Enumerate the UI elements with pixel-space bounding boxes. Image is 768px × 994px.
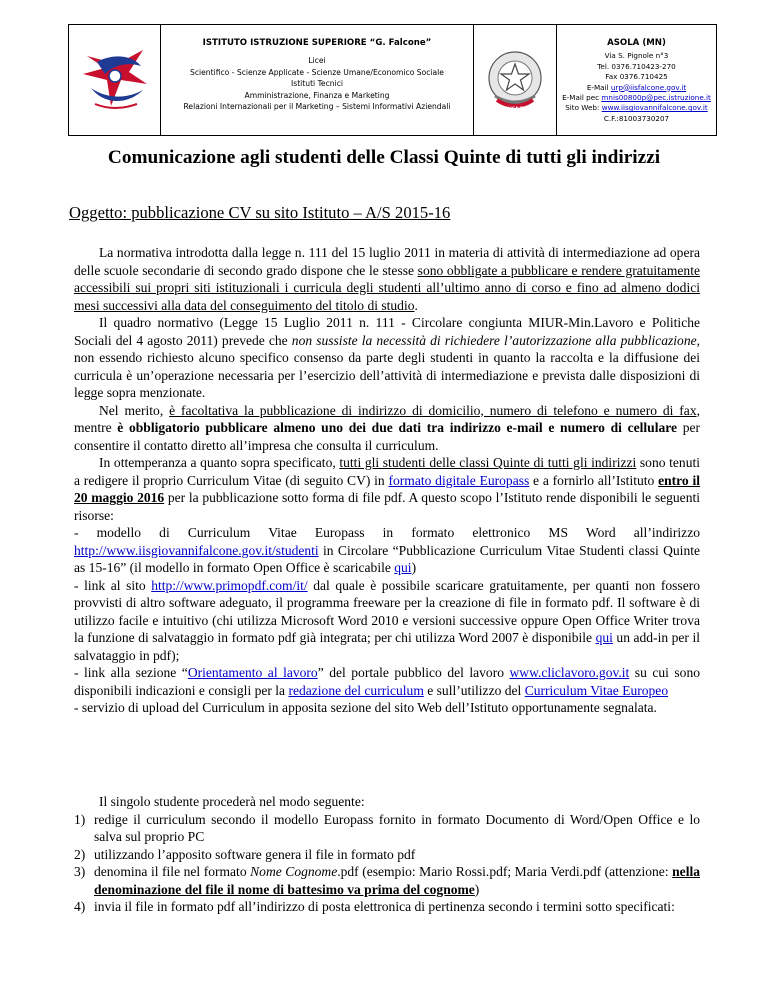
step-number: 4) (74, 899, 86, 914)
primopdf-link[interactable]: http://www.primopdf.com/it/ (151, 577, 308, 593)
text-run: per consentire il contatto diretto all’impresa che consulta il curriculum. (74, 420, 700, 453)
email-row (557, 83, 716, 93)
text-run: .pdf (esempio: Mario Rossi.pdf; Maria Verdi.pdf (attenzione: (337, 864, 673, 879)
italic-text: Nome Cognome (250, 864, 338, 879)
pec-link[interactable]: mnis00800p@pec.istruzione.it (601, 93, 711, 103)
text-run: ) (411, 560, 417, 575)
step-number: 2) (74, 846, 86, 862)
text-run: - link al sito (74, 577, 152, 593)
step-text: redige il curriculum secondo il modello Europass fornito in formato Documento di Word/Open Office e lo salva sul proprio PC (94, 811, 700, 844)
text-run: su cui sono disponibili indicazioni e consigli per la (74, 665, 700, 698)
list-item (74, 846, 700, 864)
web-label: Sito Web: (565, 103, 600, 113)
text-run: - link alla sezione “ (74, 665, 188, 680)
text-run: sono tenuti a redigere il proprio Curriculum Vitae (di seguito CV) in (74, 455, 700, 488)
cliclavoro-link[interactable]: www.cliclavoro.gov.it (509, 665, 630, 680)
school-header (161, 25, 474, 135)
text-run: Nel merito, (99, 402, 170, 418)
school-logo (69, 25, 161, 135)
telephone: Tel. 0376.710423-270 (597, 61, 676, 71)
cv-europeo-link[interactable]: Curriculum Vitae Europeo (524, 682, 669, 698)
body-text (74, 244, 700, 717)
address: Via S. Pignole n°3 (604, 51, 669, 61)
school-line: Relazioni Internazionali per il Marketing – Sistemi Informativi Aziendali (183, 102, 451, 112)
falcone-school-logo-icon (77, 44, 153, 116)
resource-item: - servizio di upload del Curriculum in apposita sezione del sito Web dell’Istituto opportunamente segnalata. (74, 700, 657, 715)
web-link[interactable]: www.iisgiovannifalcone.gov.it (601, 103, 708, 113)
text-run: e sull’utilizzo del (423, 682, 525, 698)
school-line: Istituti Tecnici (291, 79, 343, 89)
paragraph (74, 454, 700, 524)
studenti-link[interactable]: http://www.iisgiovannifalcone.gov.it/studenti (74, 542, 319, 558)
fiscal-code: C.F.:81003730207 (603, 113, 670, 123)
text-run: ” del portale pubblico del lavoro (317, 665, 510, 680)
italian-republic-emblem-icon (481, 46, 549, 114)
warning-text: nella denominazione del file il nome di battesimo va prima del cognome (94, 864, 700, 897)
list-item (74, 811, 700, 846)
text-run: denomina il file nel formato (94, 864, 251, 879)
text-run: . (414, 297, 418, 313)
contact-info (557, 25, 716, 135)
resource-item (74, 577, 700, 665)
fax: Fax 0376.710425 (605, 72, 668, 82)
step-text (94, 863, 700, 898)
text-run: Il quadro normativo (Legge 15 Luglio 2011 n. 111 - Circolare congiunta MIUR-Min.Lavoro e Politiche Sociali del 4 agosto 2011) prevede che (74, 315, 700, 348)
word-addin-link[interactable]: qui (595, 630, 613, 645)
text-run: un add-in per il salvataggio in pdf); (74, 630, 701, 663)
text-run: In ottemperanza a quanto sopra specificato, (99, 455, 340, 470)
school-line: Scientifico - Scienze Applicate - Scienze Umane/Economico Sociale (190, 67, 444, 77)
italic-text: non sussiste la necessità di richiedere l’autorizzazione alla pubblicazione (291, 332, 697, 348)
text-run: mentre (74, 420, 118, 435)
subject-line: Oggetto: pubblicazione CV su sito Istituto – A/S 2015-16 (69, 203, 451, 222)
paragraph (74, 314, 700, 402)
school-line: Licei (308, 56, 326, 65)
step-text: invia il file in formato pdf all’indirizzo di posta elettronica di pertinenza secondo i termini sotto specificati: (94, 899, 675, 914)
list-item (74, 898, 700, 916)
text-run: La normativa introdotta dalla legge n. 111 del 15 luglio 2011 in materia di attività di intermediazione ad opera delle scuole secondarie di secondo grado dispone che le stesse (74, 245, 700, 278)
text-run: e a fornirlo all’Istituto (529, 472, 659, 488)
list-item (74, 863, 700, 898)
steps-intro: Il singolo studente procederà nel modo seguente: (99, 794, 365, 809)
city: ASOLA (MN) (607, 38, 666, 48)
redazione-curriculum-link[interactable]: redazione del curriculum (288, 682, 424, 698)
underlined-text: sono obbligate a pubblicare e rendere gratuitamente accessibili sui propri siti istituzionali i curricula degli studenti all’ultimo anno di corso e fino ad almeno dodici mesi successivi alla data del conseguimento del titolo di studio (74, 262, 700, 313)
seal-text: REPUBBLICA ITALIANA (487, 107, 543, 112)
page-title: Comunicazione agli studenti delle Classi Quinte di tutti gli indirizzi (107, 147, 661, 168)
underlined-text: tutti gli studenti delle classi Quinte di tutti gli indirizzi (339, 455, 637, 470)
step-number: 3) (74, 864, 86, 879)
deadline-text: entro il 20 maggio 2016 (74, 472, 700, 505)
letterhead (68, 24, 717, 136)
school-line: Amministrazione, Finanza e Marketing (244, 90, 390, 100)
paragraph (74, 244, 700, 314)
underlined-text: è facoltativa la pubblicazione di indirizzo di domicilio, numero di telefono e numero di fax, (169, 402, 700, 418)
text-run: - modello di Curriculum Vitae Europass in formato elettronico MS Word all’indirizzo (74, 525, 700, 540)
school-name: ISTITUTO ISTRUZIONE SUPERIORE “G. Falcone” (202, 38, 432, 48)
email-link[interactable]: urp@iisfalcone.gov.it (610, 82, 687, 92)
web-row (557, 103, 716, 113)
step-number: 1) (74, 811, 86, 827)
text-run: ) (474, 881, 480, 897)
email-label: E-Mail (586, 82, 609, 92)
text-run: , non essendo richiesto alcuno specifico consenso da parte degli studenti in quanto la raccolta e la diffusione dei curricula è un’operazione necessaria per l’esercizio dell’attività di intermediazione e prevista dalle disposizioni di legge sopra menzionate. (74, 332, 700, 400)
text-run: in Circolare “Pubblicazione Curriculum Vitae Studenti classi Quinte as 15-16” (il modello in formato Open Office è scaricabile (74, 542, 700, 575)
step-text: utilizzando l’apposito software genera il file in formato pdf (94, 846, 416, 862)
bold-text: è obbligatorio pubblicare almeno uno dei due dati tra indirizzo e-mail e numero di cellulare (117, 420, 678, 435)
paragraph (74, 402, 700, 455)
resource-item (74, 524, 700, 577)
procedure-steps (74, 793, 700, 916)
orientamento-link[interactable]: Orientamento al lavoro (187, 665, 318, 680)
text-run: dal quale è possibile scaricare gratuitamente, per quanti non fossero provvisti di altro software adeguato, il programma freeware per la creazione di file in formato pdf. Il software è di utilizzo facile e intuitivo (chi utilizza Microsoft Word 2010 e versioni successive oppure Open Office Writer trova la funzione di salvataggio in formato pdf già integrata; per chi utilizza Word 2007 è disponibile (74, 577, 700, 645)
europass-link[interactable]: formato digitale Europass (388, 472, 530, 488)
pec-label: E-Mail pec (562, 93, 600, 103)
pec-row (557, 93, 716, 103)
openoffice-model-link[interactable]: qui (394, 560, 412, 575)
republic-seal (474, 25, 557, 135)
text-run: per la pubblicazione sotto forma di file pdf. A questo scopo l’Istituto rende disponibili le seguenti risorse: (74, 490, 701, 523)
resource-item (74, 664, 700, 699)
